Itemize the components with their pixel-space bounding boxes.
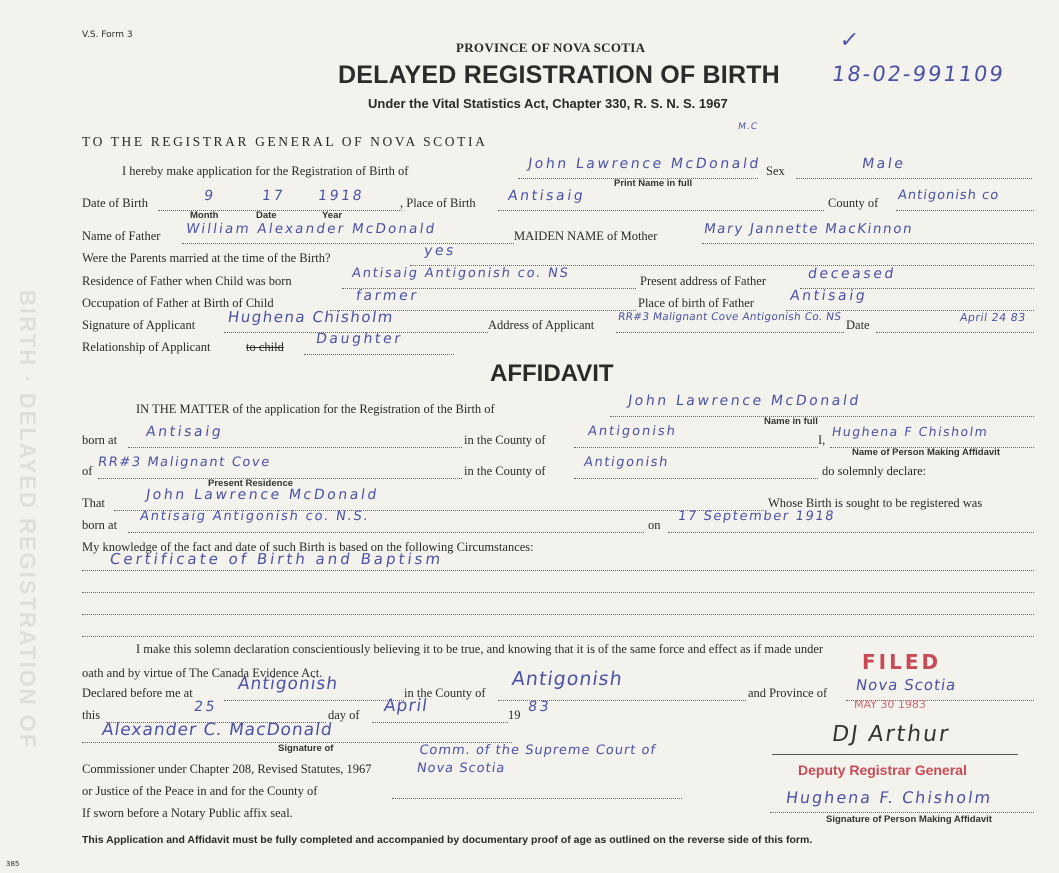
father-birthplace-label: Place of birth of Father bbox=[638, 296, 754, 310]
knowledge-text: My knowledge of the fact and date of such Birth is based on the following Circumstances: bbox=[82, 540, 534, 554]
application-date-field[interactable]: April 24 83 bbox=[959, 311, 1027, 324]
registrar-initials: DJ Arthur bbox=[830, 722, 952, 747]
county-field-2[interactable]: Antigonish bbox=[582, 455, 670, 470]
affidavit-heading: AFFIDAVIT bbox=[490, 360, 614, 387]
present-residence-caption: Present Residence bbox=[208, 478, 294, 489]
act-subtitle: Under the Vital Statistics Act, Chapter 330, R. S. N. S. 1967 bbox=[368, 96, 728, 111]
deponent-caption: Name of Person Making Affidavit bbox=[852, 447, 1000, 458]
born-at-label-2: born at bbox=[82, 518, 118, 532]
registration-number: 18-02-991109 bbox=[830, 62, 1007, 86]
corner-code: 385 bbox=[6, 860, 20, 868]
year-caption: Year bbox=[322, 210, 343, 221]
day-of-label: day of bbox=[328, 708, 360, 722]
affidavit-matter: IN THE MATTER of the application for the Registration of the Birth of bbox=[136, 402, 495, 416]
year-prefix: 19 bbox=[508, 708, 521, 722]
commissioner-title: Comm. of the Supreme Court of Nova Scotia bbox=[415, 743, 658, 776]
sex-label: Sex bbox=[766, 164, 785, 178]
relationship-field[interactable]: Daughter bbox=[314, 331, 404, 347]
declare-text: do solemnly declare: bbox=[822, 464, 927, 478]
child-name-field[interactable]: John Lawrence McDonald bbox=[526, 156, 763, 172]
name-in-full-caption: Name in full bbox=[764, 416, 818, 427]
form-number: V.S. Form 3 bbox=[82, 30, 133, 40]
applicant-address-field[interactable]: RR#3 Malignant Cove Antigonish Co. NS bbox=[617, 311, 843, 323]
declared-place-field[interactable]: Antigonish bbox=[236, 674, 340, 694]
i-label: I, bbox=[818, 433, 826, 447]
occupation-label: Occupation of Father at Birth of Child bbox=[82, 296, 274, 310]
province-heading: PROVINCE OF NOVA SCOTIA bbox=[456, 40, 646, 55]
commissioner-signature[interactable]: Alexander C. MacDonald bbox=[100, 720, 335, 740]
signature-of-caption: Signature of bbox=[278, 743, 334, 754]
footer-note: This Application and Affidavit must be fully completed and accompanied by documentary proof of age as outlined on the reverse side of this form. bbox=[82, 834, 813, 846]
province-field[interactable]: Nova Scotia bbox=[854, 676, 958, 694]
born-at-full-field[interactable]: Antisaig Antigonish co. N.S. bbox=[138, 509, 371, 524]
year-suffix-field[interactable]: 83 bbox=[526, 699, 553, 715]
dob-label: Date of Birth bbox=[82, 196, 148, 210]
print-name-caption: Print Name in full bbox=[614, 178, 693, 189]
day-caption: Date bbox=[256, 210, 277, 221]
deponent-signature-caption: Signature of Person Making Affidavit bbox=[826, 814, 992, 825]
married-field[interactable]: yes bbox=[422, 243, 458, 259]
on-label: on bbox=[648, 518, 661, 532]
page-title: DELAYED REGISTRATION OF BIRTH bbox=[338, 61, 780, 89]
that-label: That bbox=[82, 496, 105, 510]
place-label: , Place of Birth bbox=[400, 196, 476, 210]
commissioner-line: Commissioner under Chapter 208, Revised Statutes, 1967 bbox=[82, 762, 372, 776]
province-label: and Province of bbox=[748, 686, 828, 700]
stamp-date: MAY 30 1983 bbox=[854, 698, 926, 711]
dob-month-field[interactable]: 9 bbox=[202, 188, 217, 204]
father-field[interactable]: William Alexander McDonald bbox=[184, 221, 438, 237]
applicant-signature[interactable]: Hughena Chisholm bbox=[226, 308, 396, 326]
notary-line: If sworn before a Notary Public affix seal. bbox=[82, 806, 293, 820]
whose-birth-text: Whose Birth is sought to be registered was bbox=[768, 496, 983, 510]
county-label-1: in the County of bbox=[464, 433, 546, 447]
month-field[interactable]: April bbox=[382, 696, 430, 716]
county-label: County of bbox=[828, 196, 879, 210]
relationship-label: Relationship of Applicant bbox=[82, 340, 211, 354]
filed-stamp: FILED bbox=[862, 650, 942, 674]
residence-affidavit-field[interactable]: RR#3 Malignant Cove bbox=[96, 455, 272, 470]
occupation-field[interactable]: farmer bbox=[354, 288, 420, 304]
county-label-2: in the County of bbox=[464, 464, 546, 478]
deponent-field[interactable]: Hughena F Chisholm bbox=[830, 424, 990, 439]
month-caption: Month bbox=[190, 210, 219, 221]
father-label: Name of Father bbox=[82, 229, 161, 243]
declared-label: Declared before me at bbox=[82, 686, 193, 700]
check-mark-icon: ✓ bbox=[838, 28, 863, 53]
show-through-text: BIRTH · DELAYED REGISTRATION OF bbox=[15, 290, 40, 750]
father-birthplace-field[interactable]: Antisaig bbox=[788, 288, 869, 304]
decl-county-field[interactable]: Antigonish bbox=[510, 668, 625, 690]
dob-year-field[interactable]: 1918 bbox=[316, 188, 366, 204]
county-field-1[interactable]: Antigonish bbox=[586, 424, 678, 439]
applicant-address-label: Address of Applicant bbox=[488, 318, 595, 332]
struck-word: to child bbox=[246, 340, 284, 354]
deponent-signature[interactable]: Hughena F. Chisholm bbox=[784, 788, 994, 807]
born-at-field[interactable]: Antisaig bbox=[144, 424, 225, 440]
this-label: this bbox=[82, 708, 101, 722]
signature-label: Signature of Applicant bbox=[82, 318, 196, 332]
that-name-field[interactable]: John Lawrence McDonald bbox=[144, 487, 381, 503]
sex-field[interactable]: Male bbox=[860, 156, 907, 172]
solemn-declaration: I make this solemn declaration conscientiously believing it to be true, and knowing that it is of the same force and effect as if made under bbox=[136, 642, 824, 656]
addressee: TO THE REGISTRAR GENERAL OF NOVA SCOTIA bbox=[82, 134, 488, 149]
place-field[interactable]: Antisaig bbox=[506, 188, 587, 204]
mother-field[interactable]: Mary Jannette MacKinnon bbox=[702, 221, 915, 237]
present-address-label: Present address of Father bbox=[640, 274, 767, 288]
date-label: Date bbox=[846, 318, 870, 332]
decl-county-label: in the County of bbox=[404, 686, 486, 700]
circumstances-field[interactable]: Certificate of Birth and Baptism bbox=[108, 550, 445, 568]
residence-field[interactable]: Antisaig Antigonish co. NS bbox=[350, 266, 571, 281]
oath-text: oath and by virtue of The Canada Evidence Act. bbox=[82, 666, 323, 680]
residence-label: Residence of Father when Child was born bbox=[82, 274, 292, 288]
married-label: Were the Parents married at the time of the Birth? bbox=[82, 251, 331, 265]
of-label: of bbox=[82, 464, 93, 478]
present-address-field[interactable]: deceased bbox=[806, 266, 898, 282]
dob-day-field[interactable]: 17 bbox=[260, 188, 287, 204]
born-at-label: born at bbox=[82, 433, 118, 447]
deputy-registrar-stamp: Deputy Registrar General bbox=[798, 762, 967, 778]
justice-line: or Justice of the Peace in and for the County of bbox=[82, 784, 318, 798]
day-number-field[interactable]: 25 bbox=[192, 699, 219, 715]
name-correction: M.C bbox=[737, 122, 759, 132]
birth-date-field[interactable]: 17 September 1918 bbox=[676, 509, 837, 524]
affidavit-child-name[interactable]: John Lawrence McDonald bbox=[626, 393, 863, 409]
application-intro: I hereby make application for the Registration of Birth of bbox=[122, 164, 409, 178]
mother-label: MAIDEN NAME of Mother bbox=[514, 229, 658, 243]
county-field[interactable]: Antigonish co bbox=[896, 188, 1001, 203]
